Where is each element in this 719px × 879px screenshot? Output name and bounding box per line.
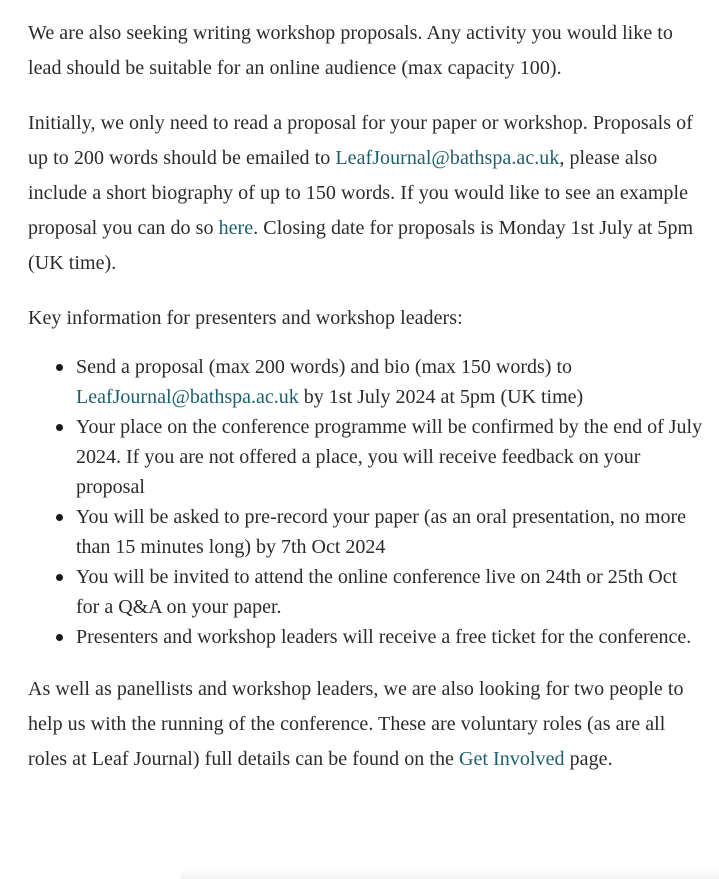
proposal-text-1: Initially, we only need to read a proposal for your paper or workshop. Proposals of up to 200 words should be emailed to <box>28 112 693 169</box>
key-info-heading: Key information for presenters and workshop leaders: <box>28 307 463 329</box>
list-item-text: Presenters and workshop leaders will receive a free ticket for the conference. <box>76 626 692 648</box>
article-body <box>28 16 703 797</box>
email-link[interactable]: LeafJournal@bathspa.ac.uk <box>76 386 299 408</box>
key-info-list <box>28 352 703 652</box>
list-item-text: by 1st July 2024 at 5pm (UK time) <box>298 386 584 408</box>
proposal-text-3: . Closing date for proposals is Monday 1st July at 5pm (UK time). <box>28 217 694 274</box>
get-involved-link[interactable]: Get Involved <box>458 748 565 770</box>
list-item <box>76 622 703 652</box>
list-item-text: Send a proposal (max 200 words) and bio (max 150 words) to <box>76 356 573 378</box>
list-item-text: You will be asked to pre-record your paper (as an oral presentation, no more than 15 minutes long) by 7th Oct 2024 <box>76 506 686 558</box>
bottom-shadow <box>180 869 719 879</box>
workshop-proposals-text: We are also seeking writing workshop proposals. Any activity you would like to lead should be suitable for an online audience (max capacity 100). <box>28 22 673 79</box>
list-item-text: You will be invited to attend the online conference live on 24th or 25th Oct for a Q&A on your paper. <box>76 566 678 618</box>
workshop-proposals-paragraph <box>28 16 703 86</box>
volunteer-paragraph <box>28 672 703 777</box>
example-proposal-link[interactable]: here <box>218 217 254 239</box>
proposal-text-2: , please also include a short biography of up to 150 words. If you would like to see an example proposal you can do so <box>28 147 689 239</box>
list-item <box>76 352 703 412</box>
volunteer-text-1: As well as panellists and workshop leaders, we are also looking for two people to help us with the running of the conference. These are voluntary roles (as are all roles at Leaf Journal) full details can be found on the <box>28 678 684 770</box>
email-link[interactable]: LeafJournal@bathspa.ac.uk <box>335 147 560 169</box>
volunteer-text-2: page. <box>564 748 613 770</box>
proposal-instructions-paragraph <box>28 106 703 281</box>
list-item <box>76 562 703 622</box>
list-item-text: Your place on the conference programme will be confirmed by the end of July 2024. If you are not offered a place, you will receive feedback on your proposal <box>76 416 703 498</box>
list-item <box>76 412 703 502</box>
list-item <box>76 502 703 562</box>
